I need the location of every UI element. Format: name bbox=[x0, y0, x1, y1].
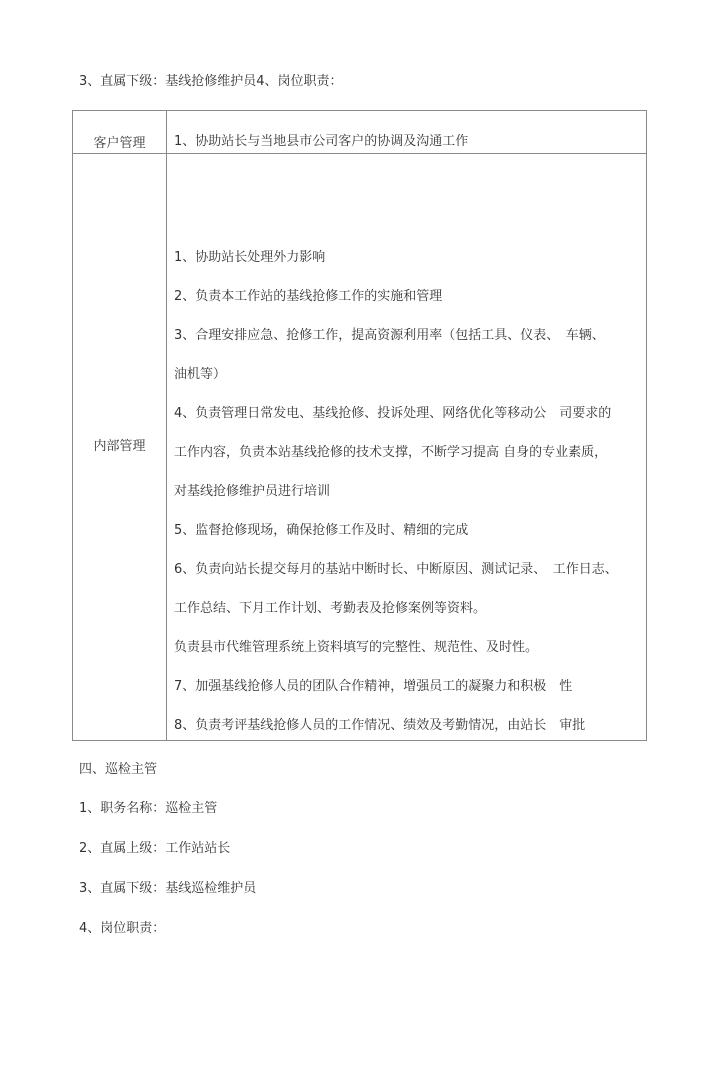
section-heading: 四、巡检主管 bbox=[79, 762, 158, 777]
row-label-internal-management: 内部管理 bbox=[93, 439, 146, 454]
internal-duty-line: 7、加强基线抢修人员的团队合作精神，增强员工的凝聚力和积极 性 bbox=[174, 679, 573, 694]
section-item: 2、直属上级：工作站站长 bbox=[79, 841, 231, 856]
row-label-customer-management: 客户管理 bbox=[93, 136, 146, 151]
internal-duty-line: 负责县市代维管理系统上资料填写的完整性、规范性、及时性。 bbox=[174, 640, 539, 655]
section-item: 4、岗位职责： bbox=[79, 921, 166, 936]
internal-duty-line: 6、负责向站长提交每月的基站中断时长、中断原因、测试记录、 工作日志、 bbox=[174, 562, 618, 577]
internal-duty-line: 4、负责管理日常发电、基线抢修、投诉处理、网络优化等移动公 司要求的 bbox=[174, 406, 612, 421]
internal-duty-line: 3、合理安排应急、抢修工作，提高资源利用率（包括工具、仪表、 车辆、 bbox=[174, 328, 605, 343]
customer-duty-line: 1、协助站长与当地县市公司客户的协调及沟通工作 bbox=[174, 134, 469, 149]
internal-duty-line: 5、监督抢修现场，确保抢修工作及时、精细的完成 bbox=[174, 523, 469, 538]
table-column-divider bbox=[166, 111, 167, 740]
table-row-divider bbox=[73, 153, 646, 154]
internal-duty-line: 油机等） bbox=[174, 367, 227, 382]
internal-duty-line: 工作总结、下月工作计划、考勤表及抢修案例等资料。 bbox=[174, 601, 487, 616]
internal-duty-line: 2、负责本工作站的基线抢修工作的实施和管理 bbox=[174, 289, 443, 304]
internal-duty-line: 工作内容，负责本站基线抢修的技术支撑，不断学习提高 自身的专业素质， bbox=[174, 445, 608, 460]
internal-duty-line: 1、协助站长处理外力影响 bbox=[174, 250, 326, 265]
section-item: 3、直属下级：基线巡检维护员 bbox=[79, 881, 257, 896]
section-item: 1、职务名称：巡检主管 bbox=[79, 801, 218, 816]
duties-table bbox=[72, 110, 647, 741]
internal-duty-line: 对基线抢修维护员进行培训 bbox=[174, 484, 331, 499]
subordinate-duties-line: 3、直属下级：基线抢修维护员4、岗位职责： bbox=[79, 74, 343, 89]
internal-duty-line: 8、负责考评基线抢修人员的工作情况、绩效及考勤情况，由站长 审批 bbox=[174, 718, 586, 733]
